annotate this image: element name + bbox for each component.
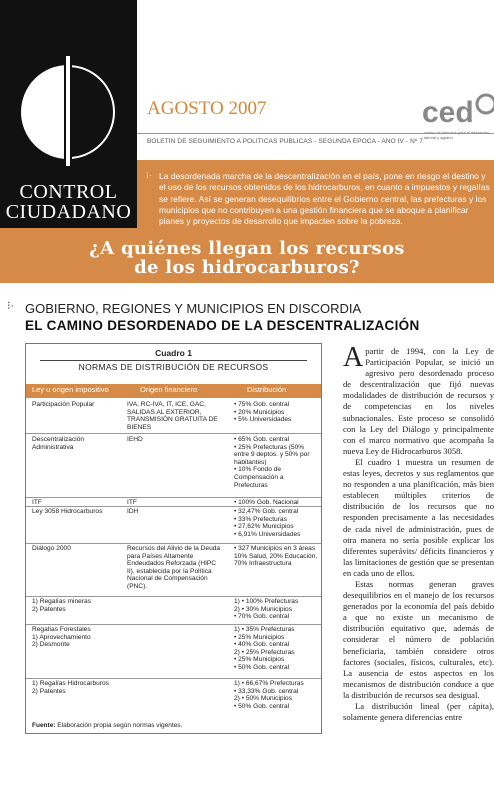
intro-bullet-icon: ⁝·	[146, 170, 152, 180]
main-title-line2: de los hidrocarburos?	[134, 257, 360, 278]
table-subtitle: NORMAS DE DISTRIBUCIÓN DE RECURSOS	[78, 362, 269, 372]
logo-word-ciudadano: CIUDADANO	[5, 201, 132, 223]
table-cell-ley: Diálogo 2000	[32, 545, 71, 552]
table-cell-ley: Ley 3058 Hidrocarburos	[32, 508, 103, 515]
table-cell-ley: Participación Popular	[32, 401, 95, 408]
table-cell-distribucion: • 327 Municipios en 3 áreas 10% Salud, 20% Educación, 70% Infraestructura	[234, 545, 318, 568]
table-header-origen: Origen financiero	[140, 385, 198, 394]
table-cell-ley: Descentralización Administrativa	[32, 436, 85, 451]
table-cell-distribucion: • 75% Gob. central • 20% Municipios • 5% Universidades	[234, 401, 292, 424]
table-cell-distribucion: 1) • 66,67% Prefecturas • 33,33% Gob. central 2) • 50% Municipios • 50% Gob. central	[234, 680, 304, 710]
table-row-divider	[26, 678, 321, 679]
table-title-rule	[40, 360, 307, 361]
table-cell-distribucion: 1) • 35% Prefecturas • 25% Municipios • 40% Gob. central 2) • 25% Prefecturas • 25% Municipios • 50% Gob. central	[234, 626, 295, 671]
table-row-divider	[26, 433, 321, 434]
table-row-divider	[26, 596, 321, 597]
main-title-line1: ¿A quiénes llegan los recursos	[89, 238, 405, 259]
logo-word-control: CONTROL	[19, 181, 118, 203]
article-paragraph-4: La distribución lineal (per cápita), solamente genera diferencias entre	[343, 701, 494, 723]
article-dropcap: A	[343, 346, 364, 373]
cedla-tagline: laboral y agrario	[424, 135, 453, 140]
table-cell-distribucion: • 100% Gob. Nacional	[234, 499, 299, 506]
issue-date: AGOSTO 2007	[147, 98, 267, 119]
table-cell-distribucion: • 65% Gob. central • 25% Prefecturas (50% entre 9 deptos. y 50% por habitantes) • 10% Fondo de Compensación a Prefecturas	[234, 436, 310, 489]
table-header-ley: Ley u origen impositivo	[32, 385, 109, 394]
table-cell-ley: 1) Regalías Hidrocarburos 2) Patentes	[32, 680, 109, 695]
table-row-divider	[26, 624, 321, 625]
table-row-divider	[26, 497, 321, 498]
article-paragraph-2: El cuadro 1 muestra un resumen de estas leyes, decretos y sus reglamentos que no responden a una planificación, más bien establecen múltiples criterios de distribución de los recursos que no responden precisamente a las necesidades de cada nivel de administración, pues de otra manera no sería posible explicar los diferentes superávits/ déficits financieros y las limitaciones de gestión que se presentan en cada uno de ellos.	[343, 456, 494, 578]
table-cell-distribucion: • 32,47% Gob. central • 33% Prefecturas • 27,62% Municipios • 6,91% Universidades	[234, 508, 301, 538]
section-bullet-icon: ⁝·	[7, 300, 15, 312]
article-column	[343, 346, 494, 736]
section-kicker: GOBIERNO, REGIONES Y MUNICIPIOS EN DISCORDIA	[25, 301, 362, 316]
footnote-text: Elaboración propia según normas vigentes.	[57, 722, 183, 729]
table-cell-distribucion: 1) • 100% Prefecturas 2) • 30% Municipios • 70% Gob. central	[234, 598, 299, 621]
logo-emblem-icon	[0, 0, 137, 180]
article-paragraph-1: partir de 1994, con la Ley de Participación Popular, se inició un agresivo pero desordenado proceso de descentralización que fijó nuevas modalidades de distribución de recursos y de competencias en los niveles subnacionales. Este proceso se consolidó con la Ley del Diálogo y principalmente con el marco normativo que acompaña la nueva Ley de Hidrocarburos 3058.	[343, 346, 494, 456]
section-title: EL CAMINO DESORDENADO DE LA DESCENTRALIZACIÓN	[25, 318, 420, 333]
table-cell-ley: 1) Regalías mineras 2) Patentes	[32, 598, 92, 613]
table-cell-origen: Recursos del Alivio de la Deuda para Países Altamente Endeudados Reforzada (HIPC II), establecida por la Política Nacional de Compensación (PNC).	[127, 545, 221, 590]
table-cell-ley: Regalías Forestales 1) Aprovechamiento 2) Desmonte	[32, 626, 91, 649]
footnote-label: Fuente:	[32, 722, 56, 729]
table-cell-origen: IDH	[127, 508, 139, 515]
bulletin-line: BOLETÍN DE SEGUIMIENTO A POLÍTICAS PÚBLICAS - SEGUNDA ÉPOCA - AÑO IV - Nº 7	[147, 138, 423, 145]
table-cell-origen: IEHD	[127, 436, 143, 443]
table-cell-ley: ITF	[32, 499, 42, 506]
table-row-divider	[26, 543, 321, 544]
table-cell-origen: ITF	[127, 499, 137, 506]
svg-text:ced: ced	[422, 96, 474, 129]
table-header-distribucion: Distribución	[247, 385, 287, 394]
table-row-divider	[26, 506, 321, 507]
table-cell-origen: IVA, RC-IVA, IT, ICE, GAC, SALIDAS AL EXTERIOR, TRANSMISIÓN GRATUITA DE BIENES	[127, 401, 218, 431]
table-label: Cuadro 1	[155, 348, 192, 358]
intro-text: La desordenada marcha de la descentralización en el país, pone en riesgo el destino y el uso de los recursos obtenidos de los hidrocarburos, en cuanto a impuestos y regalías se refiere. Así se generan desequilibrios entre el Gobierno central, las prefecturas y los municipios que no contribuyen a una gestión financiera que se aboque a planificar planes y proyectos de desarrollo que impacten sobre la pobreza.	[159, 171, 490, 227]
table-footnote	[32, 722, 182, 729]
header-divider	[137, 133, 494, 134]
article-paragraph-3: Estas normas generan graves desequilibrios en el manejo de los recursos generados por la economía del país debido a que no existe un mecanismo de distribución equitativo que, además de considerar el número de población beneficiaria, también considere otros factores (sociales, físicos, culturales, etc). La ausencia de estos aspectos en los mecanismos de distribución conduce a que la distribución de recursos sea desigual.	[343, 578, 494, 700]
